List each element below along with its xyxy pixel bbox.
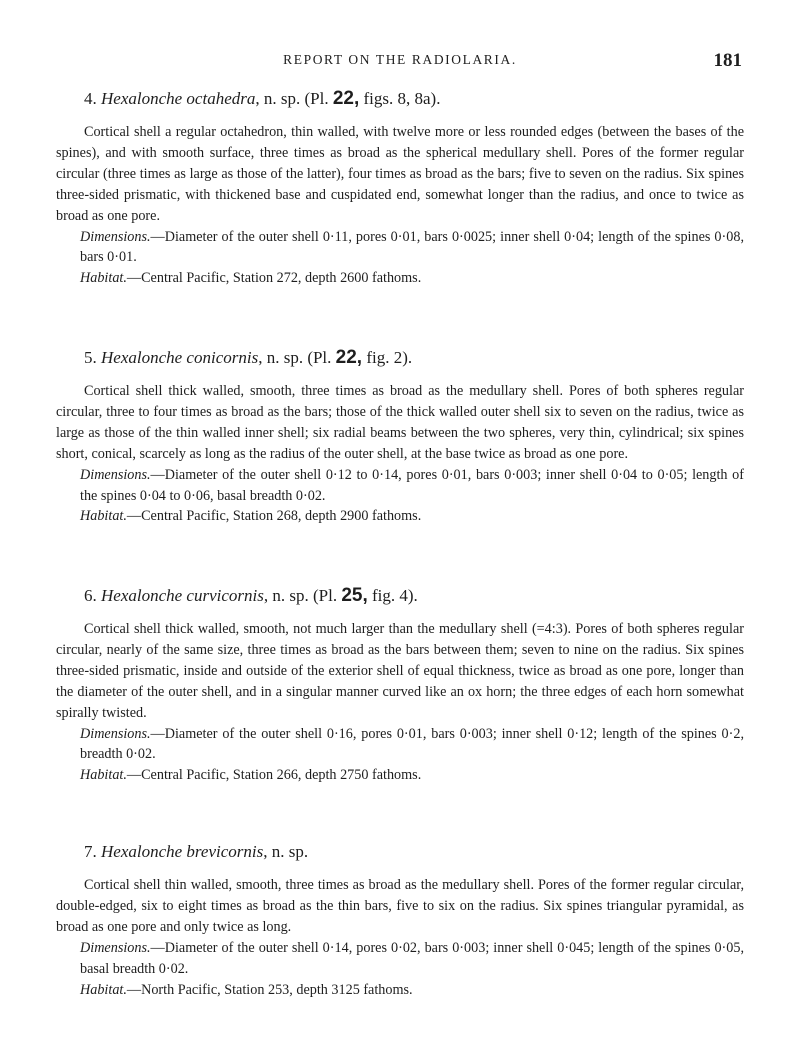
species-name: Hexalonche brevicornis xyxy=(101,842,264,861)
species-name: Hexalonche curvicornis xyxy=(101,586,264,605)
habitat-text: —Central Pacific, Station 272, depth 2600 fathoms. xyxy=(126,270,422,287)
habitat-paragraph xyxy=(56,268,744,289)
species-heading xyxy=(56,841,744,863)
species-number: 4. xyxy=(84,89,97,108)
species-number: 7. xyxy=(84,842,97,861)
species-authority: , n. sp. (Pl. xyxy=(263,586,342,605)
species-heading xyxy=(56,88,744,110)
dimensions-label: Dimensions. xyxy=(80,466,151,483)
dimensions-text: —Diameter of the outer shell 0·14, pores 0·02, bars 0·003; inner shell 0·045; length of the spines 0·05, basal breadth 0·02. xyxy=(80,939,744,977)
habitat-label: Habitat. xyxy=(80,981,127,998)
species-description: Cortical shell thick walled, smooth, three times as broad as the medullary shell. Pores of both spheres regular circular, three to four times as broad as the bars; those of the thick walled outer shell six to seven on the radius, twice as large as those of the thin walled inner shell; six radial beams between the two spheres, very thin, cylindrical; six spines short, conical, scarcely as long as the radius of the outer shell, at the base twice as broad as one pore. xyxy=(56,383,744,462)
dimensions-paragraph xyxy=(56,938,744,980)
habitat-label: Habitat. xyxy=(80,270,127,287)
habitat-paragraph xyxy=(56,506,744,527)
dimensions-text: —Diameter of the outer shell 0·16, pores 0·01, bars 0·003; inner shell 0·12; length of the spines 0·2, breadth 0·02. xyxy=(80,725,744,763)
running-title: REPORT ON THE RADIOLARIA. xyxy=(283,52,517,67)
habitat-text: —North Pacific, Station 253, depth 3125 fathoms. xyxy=(126,981,413,998)
habitat-paragraph xyxy=(56,980,744,1001)
plate-number: 22, xyxy=(335,347,363,368)
species-heading xyxy=(56,347,744,369)
species-description: Cortical shell a regular octahedron, thin walled, with twelve more or less rounded edges (between the bases of the spines), and with smooth surface, three times as broad as the spherical medullary shell. Pores of the former regular circular (three times as large as those of the latter), four times as broad as the bars; five to seven on the radius. Six spines three-sided prismatic, with thickened base and cuspidated end, somewhat longer than the radius, and once to twice as broad as one pore. xyxy=(56,124,744,224)
species-entry-6 xyxy=(56,585,744,786)
dimensions-paragraph xyxy=(56,724,744,766)
species-authority: , n. sp. (Pl. xyxy=(258,348,336,367)
plate-number: 25, xyxy=(341,585,368,606)
dimensions-paragraph xyxy=(56,227,744,269)
habitat-label: Habitat. xyxy=(80,767,127,784)
species-entry-5 xyxy=(56,347,744,527)
species-entry-7 xyxy=(56,841,744,1000)
figure-reference: figs. 8, 8a). xyxy=(359,89,441,108)
habitat-text: —Central Pacific, Station 266, depth 2750 fathoms. xyxy=(126,767,422,784)
habitat-label: Habitat. xyxy=(80,508,127,525)
dimensions-text: —Diameter of the outer shell 0·12 to 0·14, pores 0·01, bars 0·003; inner shell 0·04 to 0·05; length of the spines 0·04 to 0·06, basal breadth 0·02. xyxy=(80,466,744,504)
habitat-paragraph xyxy=(56,765,744,786)
species-description: Cortical shell thin walled, smooth, three times as broad as the medullary shell. Pores of the former regular circular, double-edged, six to eight times as broad as the thin bars, five to six on the radius. Six spines triangular pyramidal, as broad as one pore and only twice as long. xyxy=(56,877,744,935)
dimensions-label: Dimensions. xyxy=(80,725,151,742)
figure-reference: fig. 2). xyxy=(362,348,413,367)
dimensions-label: Dimensions. xyxy=(80,228,151,245)
figure-reference: fig. 4). xyxy=(367,586,418,605)
habitat-text: —Central Pacific, Station 268, depth 2900 fathoms. xyxy=(126,508,422,525)
plate-number: 22, xyxy=(332,88,360,109)
dimensions-label: Dimensions. xyxy=(80,939,151,956)
dimensions-text: —Diameter of the outer shell 0·11, pores 0·01, bars 0·0025; inner shell 0·04; length of the spines 0·08, bars 0·01. xyxy=(80,228,744,266)
species-entry-4 xyxy=(56,88,744,289)
species-name: Hexalonche octahedra xyxy=(101,89,256,108)
species-authority: , n. sp. (Pl. xyxy=(255,89,333,108)
page-number: 181 xyxy=(713,50,742,71)
species-description: Cortical shell thick walled, smooth, not much larger than the medullary shell (=4:3). Pores of both spheres regular circular, nearly of the same size, three times as broad as the bars between them; seven to nine on the radius. Six spines three-sided prismatic, inside and outside of the exterior shell of equal thickness, twice as broad as one pore, longer than the diameter of the outer shell, and in a singular manner curved like an ox horn; the three edges of each horn somewhat spirally twisted. xyxy=(56,621,744,721)
dimensions-paragraph xyxy=(56,465,744,507)
species-name: Hexalonche conicornis xyxy=(101,348,259,367)
species-heading xyxy=(56,585,744,607)
species-number: 6. xyxy=(84,586,97,605)
species-authority: , n. sp. xyxy=(263,842,309,861)
species-number: 5. xyxy=(84,348,97,367)
